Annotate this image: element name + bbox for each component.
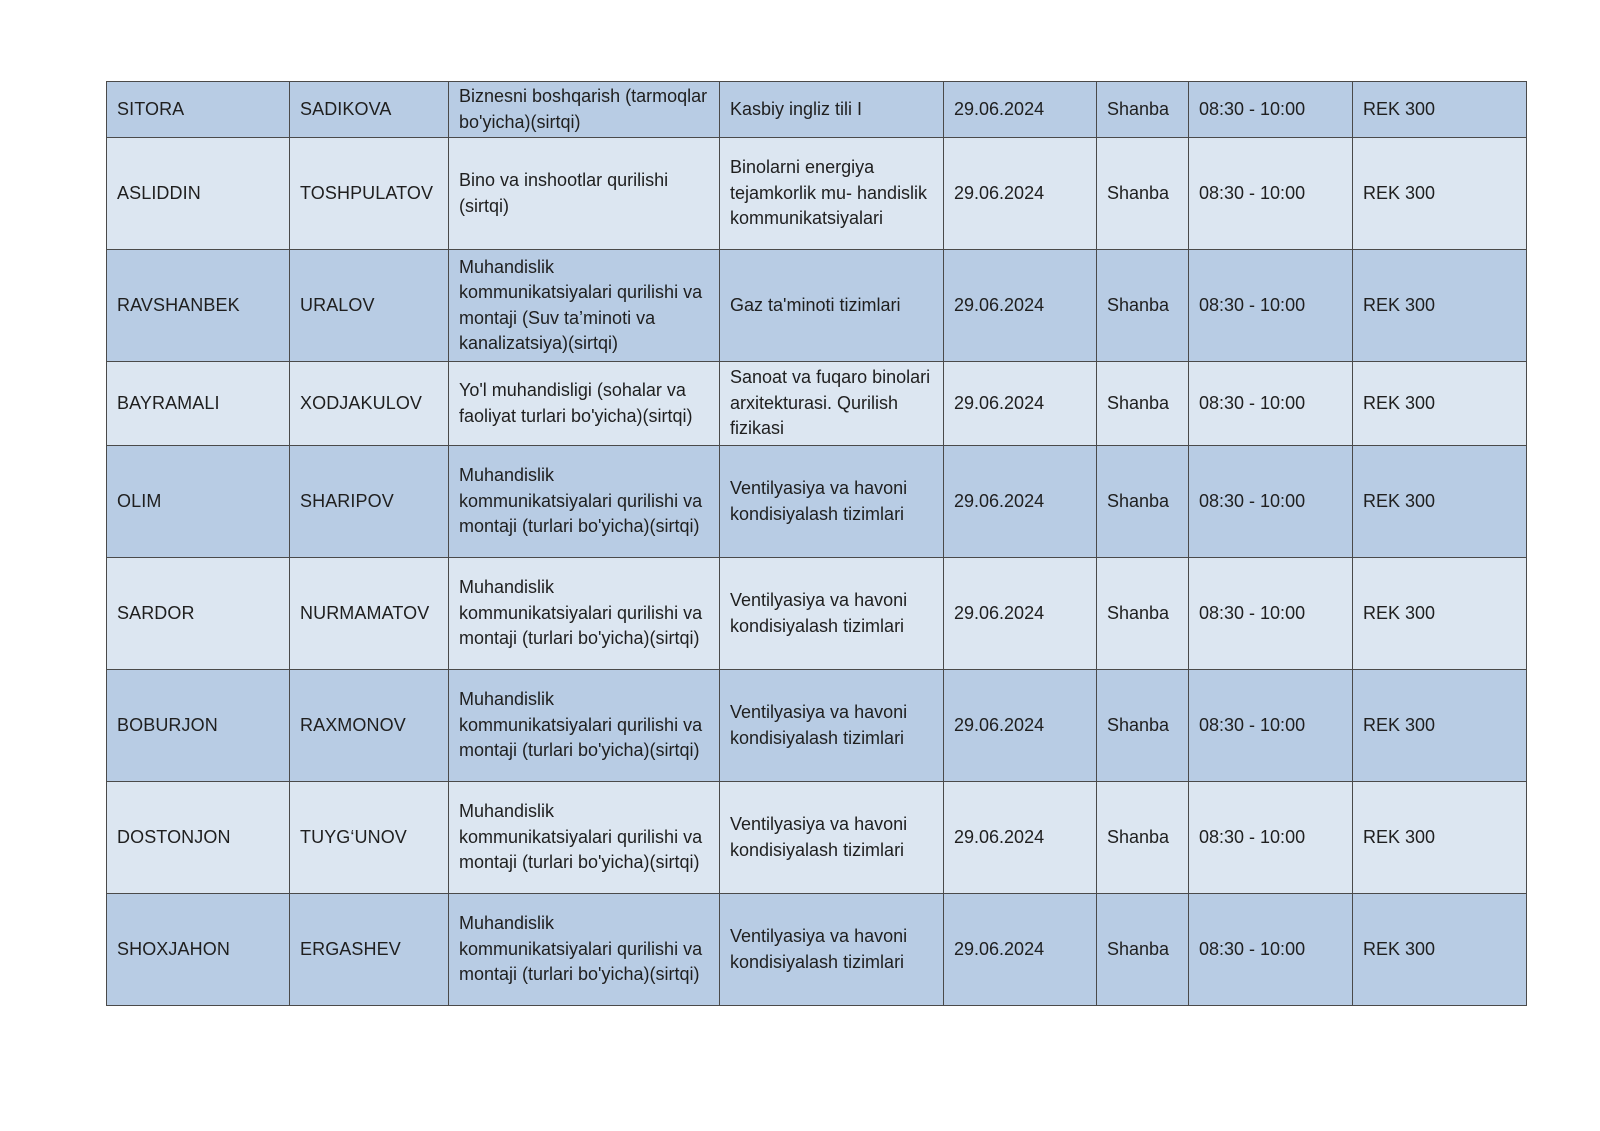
room-cell: REK 300 <box>1353 894 1527 1006</box>
day-cell: Shanba <box>1097 670 1189 782</box>
program-cell: Muhandislik kommunikatsiyalari qurilishi va montaji (turlari bo'yicha)(sirtqi) <box>449 894 720 1006</box>
time-cell: 08:30 - 10:00 <box>1189 670 1353 782</box>
table-row <box>107 362 1527 446</box>
schedule-body <box>107 82 1527 1006</box>
date-cell: 29.06.2024 <box>944 782 1097 894</box>
time-cell: 08:30 - 10:00 <box>1189 362 1353 446</box>
first-name-cell: RAVSHANBEK <box>107 250 290 362</box>
time-cell: 08:30 - 10:00 <box>1189 250 1353 362</box>
date-cell: 29.06.2024 <box>944 558 1097 670</box>
first-name-cell: OLIM <box>107 446 290 558</box>
program-cell: Bino va inshootlar qurilishi (sirtqi) <box>449 138 720 250</box>
table-row <box>107 782 1527 894</box>
date-cell: 29.06.2024 <box>944 894 1097 1006</box>
table-row <box>107 82 1527 138</box>
date-cell: 29.06.2024 <box>944 362 1097 446</box>
day-cell: Shanba <box>1097 558 1189 670</box>
first-name-cell: DOSTONJON <box>107 782 290 894</box>
program-cell: Muhandislik kommunikatsiyalari qurilishi va montaji (Suv ta’minoti va kanalizatsiya)(sirtqi) <box>449 250 720 362</box>
day-cell: Shanba <box>1097 250 1189 362</box>
last-name-cell: RAXMONOV <box>290 670 449 782</box>
time-cell: 08:30 - 10:00 <box>1189 82 1353 138</box>
first-name-cell: ASLIDDIN <box>107 138 290 250</box>
last-name-cell: NURMAMATOV <box>290 558 449 670</box>
subject-cell: Kasbiy ingliz tili I <box>720 82 944 138</box>
subject-cell: Gaz ta'minoti tizimlari <box>720 250 944 362</box>
program-cell: Yo'l muhandisligi (sohalar va faoliyat turlari bo'yicha)(sirtqi) <box>449 362 720 446</box>
day-cell: Shanba <box>1097 82 1189 138</box>
subject-cell: Ventilyasiya va havoni kondisiyalash tizimlari <box>720 446 944 558</box>
first-name-cell: SITORA <box>107 82 290 138</box>
program-cell: Muhandislik kommunikatsiyalari qurilishi va montaji (turlari bo'yicha)(sirtqi) <box>449 670 720 782</box>
time-cell: 08:30 - 10:00 <box>1189 138 1353 250</box>
room-cell: REK 300 <box>1353 82 1527 138</box>
day-cell: Shanba <box>1097 138 1189 250</box>
last-name-cell: URALOV <box>290 250 449 362</box>
table-row <box>107 138 1527 250</box>
first-name-cell: BOBURJON <box>107 670 290 782</box>
day-cell: Shanba <box>1097 782 1189 894</box>
program-cell: Muhandislik kommunikatsiyalari qurilishi va montaji (turlari bo'yicha)(sirtqi) <box>449 782 720 894</box>
subject-cell: Ventilyasiya va havoni kondisiyalash tizimlari <box>720 670 944 782</box>
time-cell: 08:30 - 10:00 <box>1189 446 1353 558</box>
room-cell: REK 300 <box>1353 250 1527 362</box>
subject-cell: Ventilyasiya va havoni kondisiyalash tizimlari <box>720 558 944 670</box>
time-cell: 08:30 - 10:00 <box>1189 782 1353 894</box>
program-cell: Muhandislik kommunikatsiyalari qurilishi va montaji (turlari bo'yicha)(sirtqi) <box>449 446 720 558</box>
first-name-cell: BAYRAMALI <box>107 362 290 446</box>
table-row <box>107 558 1527 670</box>
room-cell: REK 300 <box>1353 138 1527 250</box>
day-cell: Shanba <box>1097 446 1189 558</box>
table-row <box>107 250 1527 362</box>
date-cell: 29.06.2024 <box>944 670 1097 782</box>
table-row <box>107 670 1527 782</box>
first-name-cell: SHOXJAHON <box>107 894 290 1006</box>
date-cell: 29.06.2024 <box>944 138 1097 250</box>
day-cell: Shanba <box>1097 894 1189 1006</box>
schedule-table <box>106 81 1527 1006</box>
table-row <box>107 446 1527 558</box>
last-name-cell: SADIKOVA <box>290 82 449 138</box>
room-cell: REK 300 <box>1353 558 1527 670</box>
program-cell: Muhandislik kommunikatsiyalari qurilishi va montaji (turlari bo'yicha)(sirtqi) <box>449 558 720 670</box>
date-cell: 29.06.2024 <box>944 82 1097 138</box>
subject-cell: Ventilyasiya va havoni kondisiyalash tizimlari <box>720 782 944 894</box>
last-name-cell: SHARIPOV <box>290 446 449 558</box>
subject-cell: Sanoat va fuqaro binolari arxitekturasi. Qurilish fizikasi <box>720 362 944 446</box>
table-row <box>107 894 1527 1006</box>
subject-cell: Ventilyasiya va havoni kondisiyalash tizimlari <box>720 894 944 1006</box>
room-cell: REK 300 <box>1353 446 1527 558</box>
time-cell: 08:30 - 10:00 <box>1189 558 1353 670</box>
day-cell: Shanba <box>1097 362 1189 446</box>
date-cell: 29.06.2024 <box>944 446 1097 558</box>
date-cell: 29.06.2024 <box>944 250 1097 362</box>
first-name-cell: SARDOR <box>107 558 290 670</box>
room-cell: REK 300 <box>1353 362 1527 446</box>
time-cell: 08:30 - 10:00 <box>1189 894 1353 1006</box>
last-name-cell: TOSHPULATOV <box>290 138 449 250</box>
last-name-cell: ERGASHEV <box>290 894 449 1006</box>
room-cell: REK 300 <box>1353 782 1527 894</box>
subject-cell: Binolarni energiya tejamkorlik mu- handislik kommunikatsiyalari <box>720 138 944 250</box>
program-cell: Biznesni boshqarish (tarmoqlar bo'yicha)(sirtqi) <box>449 82 720 138</box>
last-name-cell: TUYG‘UNOV <box>290 782 449 894</box>
room-cell: REK 300 <box>1353 670 1527 782</box>
last-name-cell: XODJAKULOV <box>290 362 449 446</box>
